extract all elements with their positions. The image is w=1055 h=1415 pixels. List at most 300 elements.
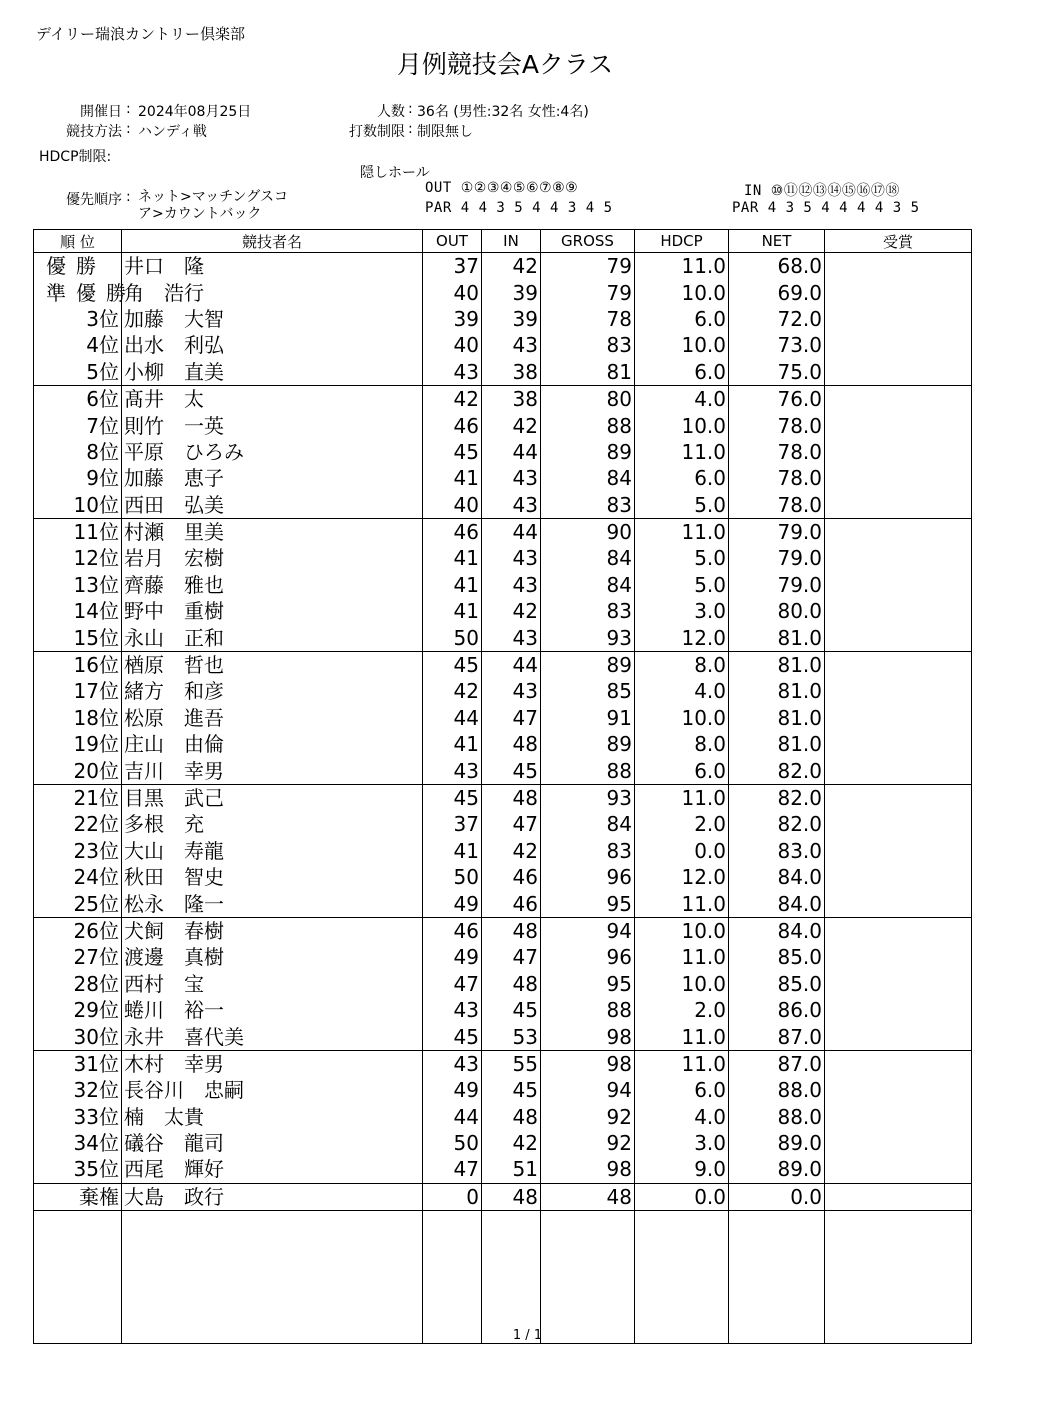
gross-score: 88 <box>541 412 635 438</box>
table-row <box>34 332 972 358</box>
gross-score: 96 <box>541 864 635 890</box>
award-cell <box>825 678 972 704</box>
gross-score: 95 <box>541 890 635 917</box>
out-holes: OUT ①②③④⑤⑥⑦⑧⑨ <box>425 180 579 196</box>
player-name: 大山 寿龍 <box>122 838 423 864</box>
out-score: 41 <box>423 465 482 491</box>
page-number: 1 / 1 <box>512 1328 543 1343</box>
results-body <box>34 253 972 1344</box>
rank-cell: 14位 <box>34 598 122 624</box>
table-row <box>34 1104 972 1130</box>
out-score: 49 <box>423 890 482 917</box>
rank-cell: 18位 <box>34 705 122 731</box>
player-name: 野中 重樹 <box>122 598 423 624</box>
hdcp-value: 10.0 <box>635 412 729 438</box>
table-row <box>34 838 972 864</box>
out-score: 45 <box>423 651 482 678</box>
gross-score: 88 <box>541 757 635 784</box>
table-row <box>34 784 972 811</box>
hdcp-value: 5.0 <box>635 572 729 598</box>
net-score: 79.0 <box>729 518 825 545</box>
in-score: 48 <box>482 917 541 944</box>
rank-cell: 24位 <box>34 864 122 890</box>
hdcp-limit-label: HDCP制限: <box>39 149 112 165</box>
table-row <box>34 412 972 438</box>
table-row <box>34 1183 972 1210</box>
gross-score: 83 <box>541 598 635 624</box>
award-cell <box>825 1183 972 1210</box>
award-cell <box>825 784 972 811</box>
out-score: 42 <box>423 385 482 412</box>
out-score: 40 <box>423 492 482 519</box>
out-score: 46 <box>423 917 482 944</box>
colon: : <box>126 121 131 137</box>
gross-score: 89 <box>541 439 635 465</box>
award-cell <box>825 890 972 917</box>
table-row <box>34 944 972 970</box>
in-score: 43 <box>482 332 541 358</box>
gross-score: 95 <box>541 971 635 997</box>
out-score: 41 <box>423 731 482 757</box>
empty-row-space <box>34 1211 972 1344</box>
net-score: 87.0 <box>729 1050 825 1077</box>
gross-score: 83 <box>541 838 635 864</box>
in-par: PAR 4 3 5 4 4 4 4 3 5 <box>732 200 920 216</box>
hdcp-value: 11.0 <box>635 1023 729 1050</box>
award-cell <box>825 624 972 651</box>
priority-line-2: ア>カウントバック <box>138 206 262 222</box>
hdcp-value: 10.0 <box>635 971 729 997</box>
column-header-in: IN <box>482 230 541 253</box>
priority-label: 優先順序 <box>66 192 122 208</box>
table-row <box>34 518 972 545</box>
column-header-net: NET <box>729 230 825 253</box>
net-score: 81.0 <box>729 651 825 678</box>
out-score: 50 <box>423 1130 482 1156</box>
table-row <box>34 997 972 1023</box>
gross-score: 92 <box>541 1130 635 1156</box>
player-name: 吉川 幸男 <box>122 757 423 784</box>
player-name: 出水 利弘 <box>122 332 423 358</box>
gross-score: 92 <box>541 1104 635 1130</box>
net-score: 76.0 <box>729 385 825 412</box>
people-label: 人数 <box>377 104 405 120</box>
table-row <box>34 678 972 704</box>
player-name: 楠 太貴 <box>122 1104 423 1130</box>
empty-cell <box>729 1211 825 1344</box>
in-score: 43 <box>482 572 541 598</box>
out-score: 41 <box>423 838 482 864</box>
net-score: 79.0 <box>729 545 825 571</box>
hdcp-value: 4.0 <box>635 678 729 704</box>
rank-cell: 31位 <box>34 1050 122 1077</box>
net-score: 84.0 <box>729 864 825 890</box>
in-score: 43 <box>482 624 541 651</box>
hdcp-value: 11.0 <box>635 1050 729 1077</box>
net-score: 78.0 <box>729 465 825 491</box>
table-row <box>34 545 972 571</box>
page-title: 月例競技会Aクラス <box>396 50 614 79</box>
player-name: 松原 進吾 <box>122 705 423 731</box>
in-score: 44 <box>482 651 541 678</box>
in-score: 44 <box>482 439 541 465</box>
out-score: 43 <box>423 359 482 386</box>
net-score: 84.0 <box>729 917 825 944</box>
out-par: PAR 4 4 3 5 4 4 3 4 5 <box>425 200 613 216</box>
rank-cell: 21位 <box>34 784 122 811</box>
player-name: 楢原 哲也 <box>122 651 423 678</box>
empty-cell <box>825 1211 972 1344</box>
in-score: 45 <box>482 997 541 1023</box>
in-score: 42 <box>482 253 541 280</box>
in-score: 42 <box>482 598 541 624</box>
hdcp-value: 10.0 <box>635 279 729 305</box>
player-name: 齊藤 雅也 <box>122 572 423 598</box>
table-row <box>34 279 972 305</box>
strokes-limit-label: 打数制限 <box>349 124 405 140</box>
rank-cell: 7位 <box>34 412 122 438</box>
net-score: 72.0 <box>729 306 825 332</box>
gross-score: 84 <box>541 465 635 491</box>
player-name: 加藤 大智 <box>122 306 423 332</box>
award-cell <box>825 651 972 678</box>
in-score: 43 <box>482 492 541 519</box>
player-name: 角 浩行 <box>122 279 423 305</box>
hdcp-value: 9.0 <box>635 1156 729 1183</box>
out-score: 42 <box>423 678 482 704</box>
in-score: 39 <box>482 306 541 332</box>
rank-cell: 33位 <box>34 1104 122 1130</box>
hdcp-value: 8.0 <box>635 651 729 678</box>
column-header-rank: 順 位 <box>34 230 122 253</box>
net-score: 81.0 <box>729 731 825 757</box>
gross-score: 96 <box>541 944 635 970</box>
net-score: 81.0 <box>729 624 825 651</box>
hdcp-value: 4.0 <box>635 385 729 412</box>
table-row <box>34 1050 972 1077</box>
net-score: 79.0 <box>729 572 825 598</box>
award-cell <box>825 944 972 970</box>
empty-cell <box>635 1211 729 1344</box>
rank-cell: 11位 <box>34 518 122 545</box>
award-cell <box>825 572 972 598</box>
hdcp-value: 6.0 <box>635 1077 729 1103</box>
rank-cell: 13位 <box>34 572 122 598</box>
out-score: 45 <box>423 1023 482 1050</box>
net-score: 82.0 <box>729 784 825 811</box>
gross-score: 98 <box>541 1050 635 1077</box>
hdcp-value: 3.0 <box>635 1130 729 1156</box>
net-score: 68.0 <box>729 253 825 280</box>
award-cell <box>825 518 972 545</box>
award-cell <box>825 1130 972 1156</box>
table-row <box>34 572 972 598</box>
out-score: 40 <box>423 332 482 358</box>
hdcp-value: 8.0 <box>635 731 729 757</box>
player-name: 村瀬 里美 <box>122 518 423 545</box>
date-label: 開催日 <box>80 104 122 120</box>
table-row <box>34 757 972 784</box>
empty-cell <box>122 1211 423 1344</box>
gross-score: 83 <box>541 492 635 519</box>
player-name: 長谷川 忠嗣 <box>122 1077 423 1103</box>
in-score: 48 <box>482 1104 541 1130</box>
in-score: 47 <box>482 705 541 731</box>
in-score: 44 <box>482 518 541 545</box>
table-row <box>34 1077 972 1103</box>
out-score: 46 <box>423 518 482 545</box>
table-row <box>34 253 972 280</box>
player-name: 秋田 智史 <box>122 864 423 890</box>
award-cell <box>825 1104 972 1130</box>
hdcp-value: 4.0 <box>635 1104 729 1130</box>
rank-cell: 15位 <box>34 624 122 651</box>
net-score: 86.0 <box>729 997 825 1023</box>
colon: : <box>126 101 131 117</box>
hdcp-value: 2.0 <box>635 811 729 837</box>
colon: : <box>126 189 131 205</box>
rank-cell: 6位 <box>34 385 122 412</box>
net-score: 85.0 <box>729 971 825 997</box>
out-score: 41 <box>423 572 482 598</box>
out-score: 43 <box>423 1050 482 1077</box>
player-name: 蜷川 裕一 <box>122 997 423 1023</box>
in-score: 38 <box>482 385 541 412</box>
award-cell <box>825 545 972 571</box>
table-row <box>34 651 972 678</box>
table-row <box>34 439 972 465</box>
out-score: 41 <box>423 598 482 624</box>
in-score: 48 <box>482 784 541 811</box>
award-cell <box>825 1023 972 1050</box>
in-score: 53 <box>482 1023 541 1050</box>
net-score: 82.0 <box>729 757 825 784</box>
award-cell <box>825 332 972 358</box>
gross-score: 89 <box>541 651 635 678</box>
hdcp-value: 0.0 <box>635 838 729 864</box>
gross-score: 81 <box>541 359 635 386</box>
net-score: 81.0 <box>729 678 825 704</box>
gross-score: 98 <box>541 1023 635 1050</box>
net-score: 85.0 <box>729 944 825 970</box>
header-row <box>34 230 972 253</box>
gross-score: 89 <box>541 731 635 757</box>
hdcp-value: 11.0 <box>635 890 729 917</box>
hdcp-value: 3.0 <box>635 598 729 624</box>
results-table <box>33 229 972 1344</box>
rank-cell: 9位 <box>34 465 122 491</box>
column-header-hdcp: HDCP <box>635 230 729 253</box>
gross-score: 84 <box>541 572 635 598</box>
hdcp-value: 5.0 <box>635 545 729 571</box>
rank-cell: 19位 <box>34 731 122 757</box>
award-cell <box>825 598 972 624</box>
out-score: 49 <box>423 1077 482 1103</box>
player-name: 西尾 輝好 <box>122 1156 423 1183</box>
empty-cell <box>482 1211 541 1344</box>
hdcp-value: 10.0 <box>635 917 729 944</box>
player-name: 加藤 恵子 <box>122 465 423 491</box>
player-name: 則竹 一英 <box>122 412 423 438</box>
rank-cell: 35位 <box>34 1156 122 1183</box>
out-score: 50 <box>423 624 482 651</box>
in-score: 45 <box>482 1077 541 1103</box>
award-cell <box>825 359 972 386</box>
priority-line-1: ネット>マッチングスコ <box>138 189 289 205</box>
award-cell <box>825 465 972 491</box>
gross-score: 85 <box>541 678 635 704</box>
net-score: 82.0 <box>729 811 825 837</box>
player-name: 井口 隆 <box>122 253 423 280</box>
table-row <box>34 1130 972 1156</box>
rank-cell: 26位 <box>34 917 122 944</box>
table-row <box>34 890 972 917</box>
out-score: 44 <box>423 705 482 731</box>
net-score: 78.0 <box>729 439 825 465</box>
table-row <box>34 917 972 944</box>
award-cell <box>825 492 972 519</box>
in-score: 38 <box>482 359 541 386</box>
hdcp-value: 11.0 <box>635 518 729 545</box>
player-name: 大島 政行 <box>122 1183 423 1210</box>
player-name: 渡邊 真樹 <box>122 944 423 970</box>
gross-score: 88 <box>541 997 635 1023</box>
out-score: 39 <box>423 306 482 332</box>
hdcp-value: 10.0 <box>635 705 729 731</box>
out-score: 43 <box>423 997 482 1023</box>
player-name: 庄山 由倫 <box>122 731 423 757</box>
player-name: 目黒 武己 <box>122 784 423 811</box>
rank-cell: 30位 <box>34 1023 122 1050</box>
hdcp-value: 11.0 <box>635 439 729 465</box>
net-score: 69.0 <box>729 279 825 305</box>
rank-cell: 棄権 <box>34 1183 122 1210</box>
player-name: 永山 正和 <box>122 624 423 651</box>
award-cell <box>825 811 972 837</box>
in-score: 47 <box>482 944 541 970</box>
gross-score: 93 <box>541 784 635 811</box>
in-score: 39 <box>482 279 541 305</box>
hdcp-value: 11.0 <box>635 253 729 280</box>
in-score: 55 <box>482 1050 541 1077</box>
colon: : <box>408 101 413 117</box>
table-row <box>34 359 972 386</box>
table-row <box>34 731 972 757</box>
club-name: デイリー瑞浪カントリー倶楽部 <box>36 25 245 43</box>
award-cell <box>825 1156 972 1183</box>
player-name: 岩月 宏樹 <box>122 545 423 571</box>
rank-cell: 17位 <box>34 678 122 704</box>
player-name: 犬飼 春樹 <box>122 917 423 944</box>
empty-cell <box>34 1211 122 1344</box>
gross-score: 94 <box>541 917 635 944</box>
rank-cell: 5位 <box>34 359 122 386</box>
rank-cell: 23位 <box>34 838 122 864</box>
rank-cell: 12位 <box>34 545 122 571</box>
hdcp-value: 0.0 <box>635 1183 729 1210</box>
award-cell <box>825 838 972 864</box>
rank-cell: 8位 <box>34 439 122 465</box>
hdcp-value: 10.0 <box>635 332 729 358</box>
in-score: 43 <box>482 678 541 704</box>
award-cell <box>825 253 972 280</box>
rank-cell: 34位 <box>34 1130 122 1156</box>
hidden-holes-label: 隠しホール <box>360 165 430 181</box>
in-score: 48 <box>482 1183 541 1210</box>
hdcp-value: 6.0 <box>635 465 729 491</box>
out-score: 41 <box>423 545 482 571</box>
award-cell <box>825 306 972 332</box>
out-score: 47 <box>423 1156 482 1183</box>
gross-score: 84 <box>541 545 635 571</box>
player-name: 木村 幸男 <box>122 1050 423 1077</box>
award-cell <box>825 917 972 944</box>
table-row <box>34 705 972 731</box>
player-name: 髙井 太 <box>122 385 423 412</box>
rank-cell: 3位 <box>34 306 122 332</box>
table-row <box>34 1023 972 1050</box>
rank-cell: 20位 <box>34 757 122 784</box>
in-score: 43 <box>482 545 541 571</box>
out-score: 47 <box>423 971 482 997</box>
award-cell <box>825 705 972 731</box>
people-value: 36名 (男性:32名 女性:4名) <box>417 104 589 120</box>
out-score: 46 <box>423 412 482 438</box>
table-row <box>34 1156 972 1183</box>
in-score: 47 <box>482 811 541 837</box>
hdcp-value: 12.0 <box>635 864 729 890</box>
rank-cell: 16位 <box>34 651 122 678</box>
player-name: 永井 喜代美 <box>122 1023 423 1050</box>
out-score: 40 <box>423 279 482 305</box>
in-holes: IN ⑩⑪⑫⑬⑭⑮⑯⑰⑱ <box>744 183 900 199</box>
player-name: 松永 隆一 <box>122 890 423 917</box>
award-cell <box>825 1077 972 1103</box>
player-name: 礒谷 龍司 <box>122 1130 423 1156</box>
date-value: 2024年08月25日 <box>138 104 252 120</box>
award-cell <box>825 731 972 757</box>
rank-cell: 4位 <box>34 332 122 358</box>
net-score: 83.0 <box>729 838 825 864</box>
method-value: ハンディ戦 <box>138 124 207 140</box>
net-score: 88.0 <box>729 1077 825 1103</box>
table-row <box>34 811 972 837</box>
hdcp-value: 12.0 <box>635 624 729 651</box>
in-score: 51 <box>482 1156 541 1183</box>
net-score: 78.0 <box>729 492 825 519</box>
empty-cell <box>541 1211 635 1344</box>
award-cell <box>825 439 972 465</box>
in-score: 42 <box>482 412 541 438</box>
in-score: 46 <box>482 864 541 890</box>
table-row <box>34 492 972 519</box>
award-cell <box>825 1050 972 1077</box>
rank-cell: 28位 <box>34 971 122 997</box>
out-score: 37 <box>423 811 482 837</box>
out-score: 45 <box>423 784 482 811</box>
table-row <box>34 971 972 997</box>
net-score: 73.0 <box>729 332 825 358</box>
player-name: 西田 弘美 <box>122 492 423 519</box>
award-cell <box>825 757 972 784</box>
player-name: 緒方 和彦 <box>122 678 423 704</box>
table-row <box>34 624 972 651</box>
hdcp-value: 6.0 <box>635 359 729 386</box>
rank-cell: 10位 <box>34 492 122 519</box>
player-name: 多根 充 <box>122 811 423 837</box>
rank-cell: 32位 <box>34 1077 122 1103</box>
gross-score: 91 <box>541 705 635 731</box>
